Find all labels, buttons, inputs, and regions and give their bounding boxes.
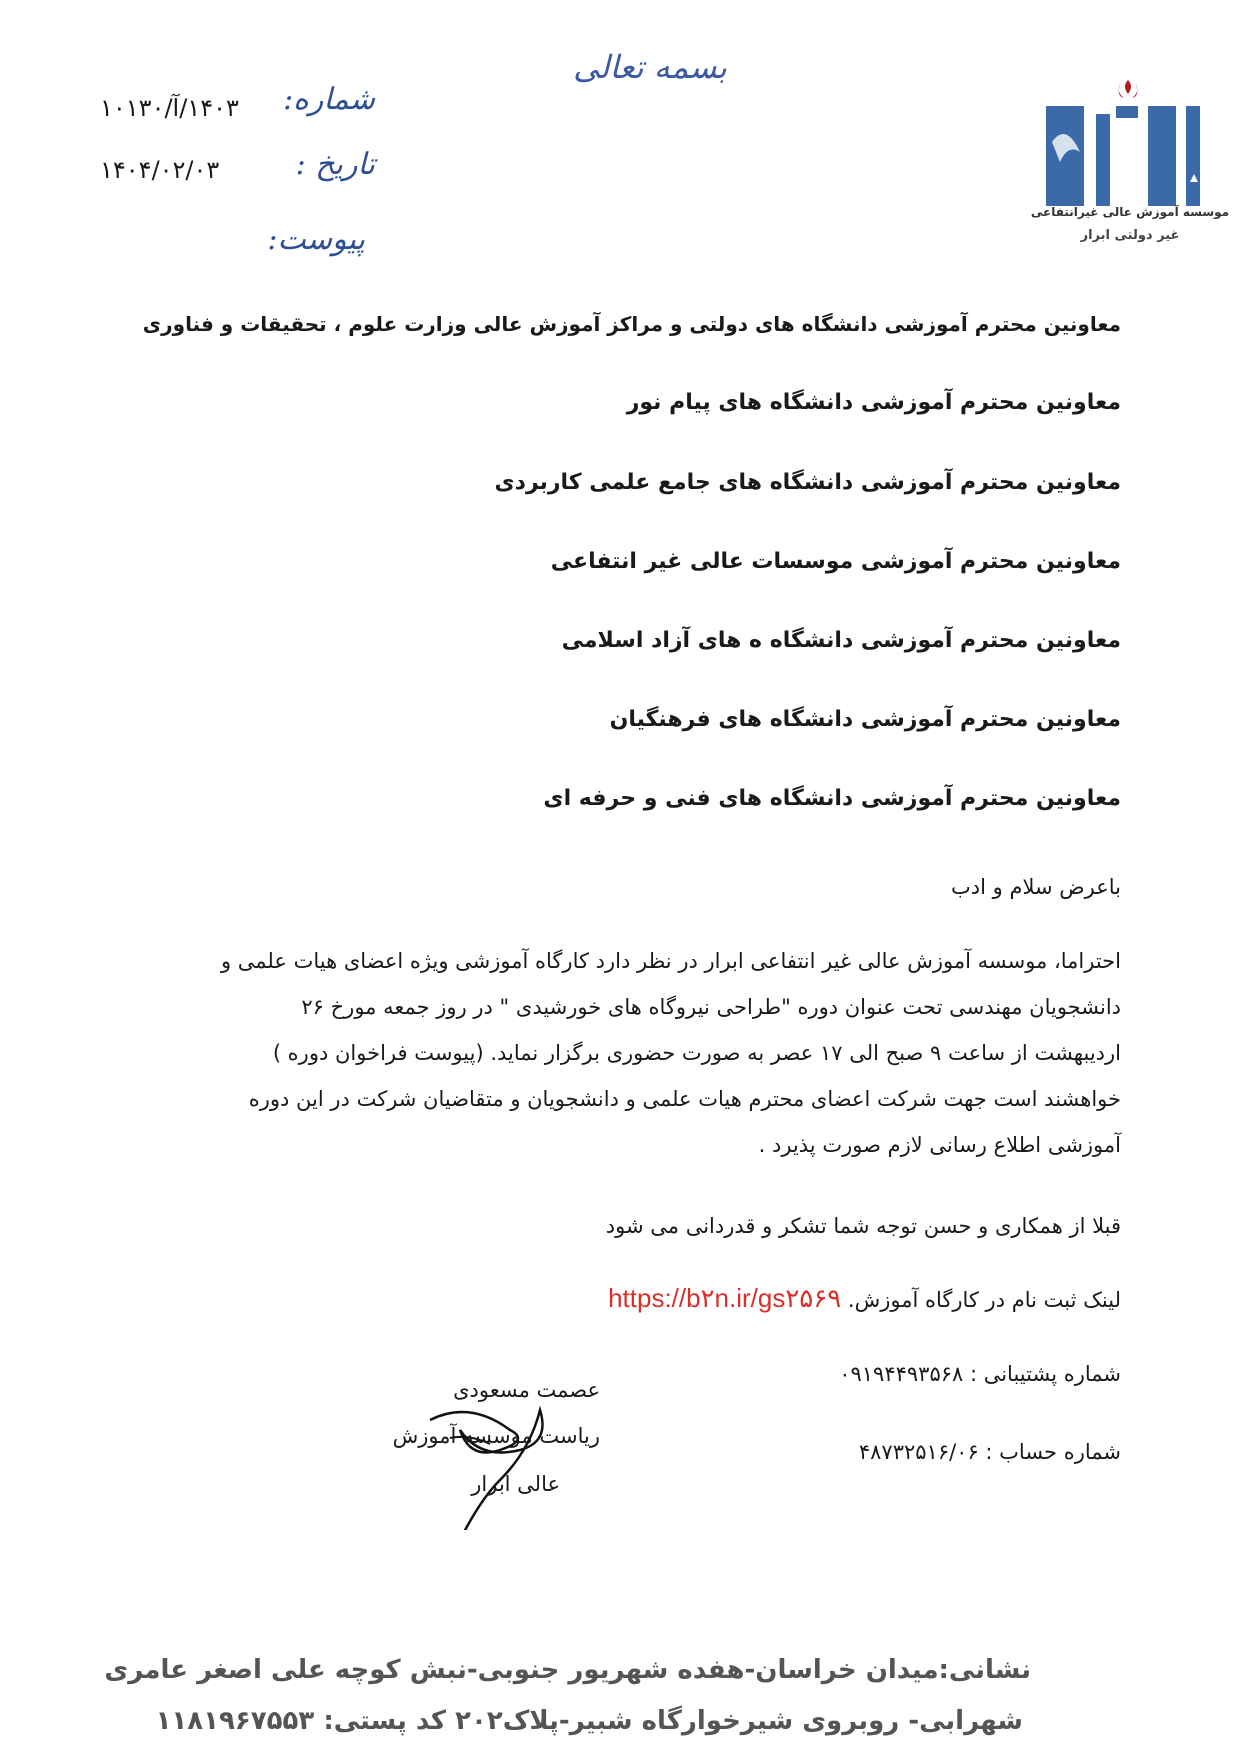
body-line: اردیبهشت از ساعت ۹ صبح الی ۱۷ عصر به صورت حضوری برگزار نماید. (پیوست فراخوان دوره ) [272,1041,1121,1065]
recipient-line: معاونین محترم آموزشی دانشگاه های فنی و حرفه ای [543,786,1121,811]
thanks-line: قبلا از همکاری و حسن توجه شما تشکر و قدردانی می شود [605,1214,1121,1238]
logo-institute-subname: غیر دولتی ابرار [1080,228,1180,243]
signature-block [380,1380,620,1530]
body-line: خواهشند است جهت شرکت اعضای محترم هیات علمی و دانشجویان و متقاضیان شرکت در این دوره [248,1087,1121,1111]
support-phone: شماره پشتیبانی : ۰۹۱۹۴۴۹۳۵۶۸ [839,1362,1121,1386]
footer-postal: شهرابی- روبروی شیرخوارگاه شبیر-پلاک۲۰۲ کد پستی: ۱۱۸۱۹۶۷۵۵۳ [155,1706,1023,1736]
recipient-line: معاونین محترم آموزشی دانشگاه های پیام نور [626,390,1121,415]
handwritten-signature [390,1380,590,1530]
registration-link[interactable]: https://b۲n.ir/gs۲۵۶۹ [608,1283,842,1313]
attachment-label: پیوست: [267,222,365,257]
greeting: باعرض سلام و ادب [951,875,1121,899]
recipient-line: معاونین محترم آموزشی دانشگاه ه های آزاد اسلامی [561,628,1121,653]
registration-line [608,1278,1121,1320]
letter-number: ۱۴۰۳/آ/۱۰۱۳۰ [100,94,239,122]
recipient-line: معاونین محترم آموزشی دانشگاه های دولتی و مراکز آموزش عالی وزارت علوم ، تحقیقات و فناوری [142,312,1121,336]
signatory-title: ریاست موسسه آموزش [392,1424,600,1448]
body-line: احتراما، موسسه آموزش عالی غیر انتفاعی ابرار در نظر دارد کارگاه آموزشی ویژه اعضای هیات علمی و [220,949,1121,973]
body-line: دانشجویان مهندسی تحت عنوان دوره "طراحی نیروگاه های خورشیدی " در روز جمعه مورخ ۲۶ [301,995,1121,1019]
date-label: تاریخ : [295,147,375,182]
recipient-line: معاونین محترم آموزشی دانشگاه های فرهنگیان [609,707,1121,732]
account-number: شماره حساب : ۴۸۷۳۲۵۱۶/۰۶ [858,1440,1121,1464]
basmala-heading: بسمه تعالی [573,48,727,86]
body-line: آموزشی اطلاع رسانی لازم صورت پذیرد . [758,1133,1121,1157]
logo-institute-name: موسسه آموزش عالی غیرانتفاعی [1030,205,1230,219]
signatory-org: عالی ابرار [471,1472,560,1496]
letter-date: ۱۴۰۴/۰۲/۰۳ [100,156,220,184]
number-label: شماره: [283,82,375,117]
recipient-line: معاونین محترم آموزشی موسسات عالی غیر انتفاعی [550,549,1121,574]
registration-label: لینک ثبت نام در کارگاه آموزش. [847,1288,1121,1312]
recipient-line: معاونین محترم آموزشی دانشگاه های جامع علمی کاربردی [494,470,1121,495]
signatory-name: عصمت مسعودی [453,1378,600,1402]
footer-address: نشانی:میدان خراسان-هفده شهریور جنوبی-نبش کوچه علی اصغر عامری [104,1655,1031,1685]
